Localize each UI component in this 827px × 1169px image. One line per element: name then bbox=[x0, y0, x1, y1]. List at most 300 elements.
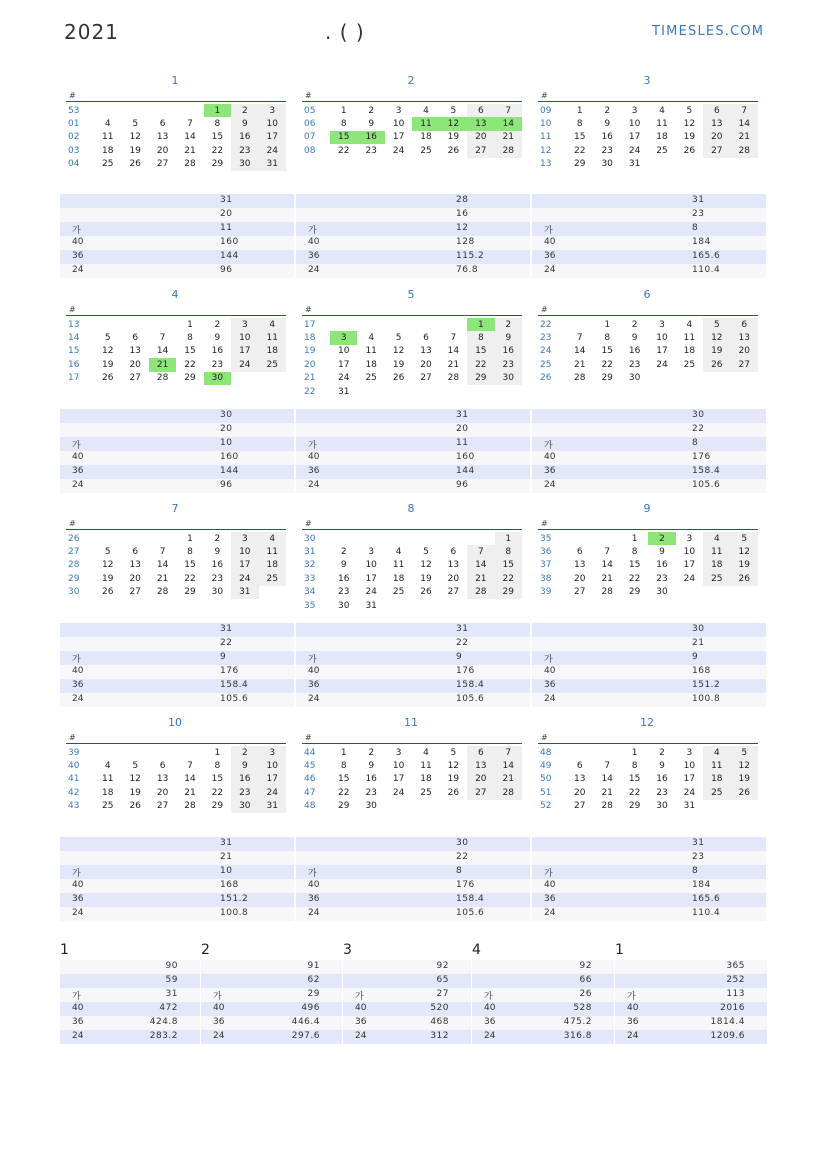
day-cell[interactable]: 9 bbox=[368, 119, 375, 130]
day-cell[interactable]: 25 bbox=[703, 786, 730, 799]
day-cell[interactable]: 21 bbox=[495, 131, 522, 144]
day-cell[interactable]: 23 bbox=[231, 144, 258, 157]
day-cell[interactable]: 29 bbox=[338, 801, 350, 812]
day-cell[interactable]: 19 bbox=[447, 774, 460, 785]
day-cell[interactable]: 20 bbox=[467, 773, 494, 786]
day-cell[interactable]: 3 bbox=[330, 331, 357, 344]
day-cell[interactable]: 17 bbox=[392, 774, 405, 785]
day-cell[interactable]: 7 bbox=[450, 333, 457, 344]
day-cell[interactable]: 4 bbox=[686, 319, 693, 330]
day-cell[interactable]: 9 bbox=[604, 119, 611, 130]
day-cell[interactable]: 7 bbox=[576, 333, 583, 344]
day-cell[interactable]: 21 bbox=[156, 573, 169, 584]
day-cell[interactable]: 27 bbox=[467, 144, 494, 157]
day-cell[interactable]: 22 bbox=[467, 358, 494, 371]
day-cell[interactable]: 24 bbox=[231, 358, 258, 371]
day-cell[interactable]: 24 bbox=[231, 572, 258, 585]
day-cell[interactable]: 30 bbox=[495, 372, 522, 385]
day-cell[interactable]: 23 bbox=[338, 587, 350, 598]
day-cell[interactable]: 24 bbox=[259, 144, 286, 157]
day-cell[interactable]: 18 bbox=[365, 359, 377, 370]
day-cell[interactable]: 21 bbox=[184, 145, 196, 156]
day-cell[interactable]: 17 bbox=[231, 345, 258, 358]
day-cell[interactable]: 19 bbox=[420, 573, 432, 584]
day-cell[interactable]: 20 bbox=[156, 787, 169, 798]
day-cell[interactable]: 9 bbox=[495, 331, 522, 344]
day-cell[interactable]: 17 bbox=[259, 131, 286, 144]
day-cell[interactable]: 16 bbox=[211, 560, 224, 571]
day-cell[interactable]: 3 bbox=[631, 105, 638, 116]
day-cell[interactable]: 4 bbox=[104, 761, 111, 772]
day-cell[interactable]: 31 bbox=[338, 386, 350, 397]
day-cell[interactable]: 11 bbox=[703, 545, 730, 558]
day-cell[interactable]: 25 bbox=[656, 145, 668, 156]
day-cell[interactable]: 26 bbox=[731, 786, 758, 799]
day-cell[interactable]: 9 bbox=[231, 759, 258, 772]
day-cell[interactable]: 30 bbox=[601, 159, 613, 170]
day-cell[interactable]: 18 bbox=[102, 145, 114, 156]
day-cell[interactable]: 25 bbox=[703, 572, 730, 585]
day-cell[interactable]: 23 bbox=[495, 358, 522, 371]
day-cell[interactable]: 17 bbox=[231, 559, 258, 572]
day-cell[interactable]: 25 bbox=[365, 373, 377, 384]
day-cell[interactable]: 15 bbox=[495, 559, 522, 572]
day-cell[interactable]: 30 bbox=[211, 587, 224, 598]
day-cell[interactable]: 14 bbox=[184, 774, 196, 785]
day-cell[interactable]: 19 bbox=[703, 345, 730, 358]
day-cell[interactable]: 31 bbox=[259, 158, 286, 171]
day-cell[interactable]: 13 bbox=[156, 132, 169, 143]
day-cell[interactable]: 15 bbox=[574, 132, 586, 143]
day-cell[interactable]: 2 bbox=[231, 104, 258, 117]
day-cell[interactable]: 27 bbox=[574, 801, 586, 812]
day-cell[interactable]: 16 bbox=[656, 774, 668, 785]
day-cell[interactable]: 8 bbox=[631, 547, 638, 558]
day-cell[interactable]: 7 bbox=[495, 746, 522, 759]
day-cell[interactable]: 13 bbox=[703, 117, 730, 130]
day-cell[interactable]: 21 bbox=[184, 787, 196, 798]
day-cell[interactable]: 2 bbox=[631, 319, 638, 330]
day-cell[interactable]: 23 bbox=[365, 787, 377, 798]
day-cell[interactable]: 31 bbox=[628, 159, 641, 170]
day-cell[interactable]: 23 bbox=[656, 573, 668, 584]
day-cell[interactable]: 7 bbox=[187, 119, 193, 130]
day-cell[interactable]: 11 bbox=[420, 761, 432, 772]
day-cell[interactable]: 12 bbox=[683, 119, 696, 130]
day-cell[interactable]: 13 bbox=[129, 560, 141, 571]
day-cell[interactable]: 9 bbox=[231, 117, 258, 130]
day-cell[interactable]: 5 bbox=[395, 333, 402, 344]
day-cell[interactable]: 26 bbox=[129, 801, 141, 812]
day-cell[interactable]: 11 bbox=[365, 346, 377, 357]
day-cell[interactable]: 4 bbox=[104, 119, 111, 130]
day-cell[interactable]: 17 bbox=[656, 346, 668, 357]
day-cell[interactable]: 25 bbox=[392, 587, 405, 598]
day-cell[interactable]: 17 bbox=[628, 132, 641, 143]
day-cell[interactable]: 13 bbox=[156, 774, 169, 785]
day-cell[interactable]: 29 bbox=[495, 586, 522, 599]
day-cell[interactable]: 29 bbox=[574, 159, 586, 170]
day-cell[interactable]: 27 bbox=[467, 786, 494, 799]
day-cell[interactable]: 10 bbox=[231, 545, 258, 558]
day-cell[interactable]: 14 bbox=[495, 759, 522, 772]
day-cell[interactable]: 27 bbox=[156, 801, 169, 812]
day-cell[interactable]: 1 bbox=[340, 747, 347, 758]
day-cell[interactable]: 14 bbox=[574, 346, 586, 357]
day-cell[interactable]: 30 bbox=[365, 801, 377, 812]
day-cell[interactable]: 16 bbox=[231, 773, 258, 786]
day-cell[interactable]: 3 bbox=[368, 547, 375, 558]
day-cell[interactable]: 25 bbox=[420, 145, 432, 156]
day-cell[interactable]: 27 bbox=[731, 358, 758, 371]
day-cell[interactable]: 6 bbox=[731, 318, 758, 331]
day-cell[interactable]: 14 bbox=[447, 346, 460, 357]
day-cell[interactable]: 3 bbox=[231, 318, 258, 331]
day-cell[interactable]: 24 bbox=[259, 786, 286, 799]
day-cell[interactable]: 18 bbox=[683, 346, 696, 357]
day-cell[interactable]: 29 bbox=[628, 587, 641, 598]
day-cell[interactable]: 11 bbox=[259, 331, 286, 344]
day-cell[interactable]: 30 bbox=[231, 800, 258, 813]
day-cell[interactable]: 1 bbox=[187, 319, 193, 330]
day-cell[interactable]: 9 bbox=[214, 333, 221, 344]
day-cell[interactable]: 22 bbox=[628, 573, 641, 584]
day-cell[interactable]: 21 bbox=[467, 572, 494, 585]
day-cell[interactable]: 6 bbox=[159, 119, 166, 130]
day-cell[interactable]: 11 bbox=[683, 333, 696, 344]
day-cell[interactable]: 10 bbox=[628, 119, 641, 130]
day-cell[interactable]: 12 bbox=[703, 331, 730, 344]
day-cell[interactable]: 23 bbox=[365, 145, 377, 156]
day-cell[interactable]: 18 bbox=[703, 559, 730, 572]
day-cell[interactable]: 16 bbox=[495, 345, 522, 358]
day-cell[interactable]: 1 bbox=[187, 533, 193, 544]
day-cell[interactable]: 6 bbox=[467, 104, 494, 117]
day-cell[interactable]: 12 bbox=[420, 560, 432, 571]
day-cell[interactable]: 9 bbox=[214, 547, 221, 558]
day-cell[interactable]: 3 bbox=[659, 319, 665, 330]
day-cell[interactable]: 9 bbox=[340, 560, 347, 571]
day-cell[interactable]: 11 bbox=[392, 560, 405, 571]
day-cell[interactable]: 14 bbox=[184, 132, 196, 143]
day-cell[interactable]: 6 bbox=[703, 104, 730, 117]
day-cell[interactable]: 2 bbox=[231, 746, 258, 759]
day-cell[interactable]: 17 bbox=[392, 132, 405, 143]
day-cell[interactable]: 18 bbox=[420, 132, 432, 143]
day-cell[interactable]: 1 bbox=[204, 104, 231, 117]
day-cell[interactable]: 17 bbox=[259, 773, 286, 786]
day-cell[interactable]: 18 bbox=[392, 573, 405, 584]
day-cell[interactable]: 16 bbox=[601, 132, 613, 143]
day-cell[interactable]: 27 bbox=[703, 144, 730, 157]
day-cell[interactable]: 19 bbox=[683, 132, 696, 143]
day-cell[interactable]: 28 bbox=[156, 587, 169, 598]
day-cell[interactable]: 26 bbox=[447, 787, 460, 798]
day-cell[interactable]: 2 bbox=[368, 105, 375, 116]
day-cell[interactable]: 10 bbox=[365, 560, 377, 571]
day-cell[interactable]: 30 bbox=[628, 373, 641, 384]
day-cell[interactable]: 5 bbox=[731, 532, 758, 545]
day-cell[interactable]: 7 bbox=[604, 761, 611, 772]
day-cell[interactable]: 7 bbox=[731, 104, 758, 117]
day-cell[interactable]: 27 bbox=[129, 373, 141, 384]
day-cell[interactable]: 30 bbox=[656, 801, 668, 812]
day-cell[interactable]: 4 bbox=[395, 547, 402, 558]
day-cell[interactable]: 21 bbox=[495, 773, 522, 786]
day-cell[interactable]: 16 bbox=[628, 346, 641, 357]
day-cell[interactable]: 26 bbox=[703, 358, 730, 371]
day-cell[interactable]: 10 bbox=[392, 119, 405, 130]
day-cell[interactable]: 14 bbox=[601, 560, 613, 571]
day-cell[interactable]: 27 bbox=[129, 587, 141, 598]
day-cell[interactable]: 19 bbox=[447, 132, 460, 143]
day-cell[interactable]: 6 bbox=[576, 761, 583, 772]
day-cell[interactable]: 4 bbox=[259, 318, 286, 331]
day-cell[interactable]: 13 bbox=[420, 346, 432, 357]
day-cell[interactable]: 4 bbox=[659, 105, 665, 116]
day-cell[interactable]: 16 bbox=[211, 346, 224, 357]
day-cell[interactable]: 20 bbox=[731, 345, 758, 358]
day-cell[interactable]: 27 bbox=[574, 587, 586, 598]
day-cell[interactable]: 3 bbox=[686, 747, 693, 758]
day-cell[interactable]: 12 bbox=[731, 545, 758, 558]
day-cell[interactable]: 4 bbox=[703, 746, 730, 759]
day-cell[interactable]: 25 bbox=[683, 359, 696, 370]
day-cell[interactable]: 9 bbox=[631, 333, 638, 344]
day-cell[interactable]: 22 bbox=[184, 359, 196, 370]
day-cell[interactable]: 25 bbox=[102, 159, 114, 170]
day-cell[interactable]: 24 bbox=[628, 145, 641, 156]
day-cell[interactable]: 5 bbox=[132, 761, 139, 772]
day-cell[interactable]: 20 bbox=[574, 573, 586, 584]
day-cell[interactable]: 29 bbox=[184, 373, 196, 384]
day-cell[interactable]: 28 bbox=[601, 587, 613, 598]
day-cell[interactable]: 13 bbox=[129, 346, 141, 357]
day-cell[interactable]: 20 bbox=[574, 787, 586, 798]
day-cell[interactable]: 28 bbox=[156, 373, 169, 384]
day-cell[interactable]: 13 bbox=[574, 774, 586, 785]
day-cell[interactable]: 26 bbox=[420, 587, 432, 598]
day-cell[interactable]: 14 bbox=[601, 774, 613, 785]
day-cell[interactable]: 31 bbox=[259, 800, 286, 813]
day-cell[interactable]: 1 bbox=[467, 318, 494, 331]
day-cell[interactable]: 9 bbox=[368, 761, 375, 772]
day-cell[interactable]: 31 bbox=[683, 801, 696, 812]
day-cell[interactable]: 3 bbox=[395, 105, 402, 116]
day-cell[interactable]: 2 bbox=[659, 747, 665, 758]
day-cell[interactable]: 25 bbox=[259, 358, 286, 371]
day-cell[interactable]: 4 bbox=[423, 105, 429, 116]
day-cell[interactable]: 25 bbox=[259, 572, 286, 585]
day-cell[interactable]: 24 bbox=[392, 787, 405, 798]
day-cell[interactable]: 5 bbox=[104, 333, 111, 344]
day-cell[interactable]: 24 bbox=[656, 359, 668, 370]
day-cell[interactable]: 6 bbox=[467, 746, 494, 759]
day-cell[interactable]: 14 bbox=[731, 117, 758, 130]
day-cell[interactable]: 16 bbox=[656, 560, 668, 571]
day-cell[interactable]: 19 bbox=[129, 145, 141, 156]
day-cell[interactable]: 23 bbox=[601, 145, 613, 156]
day-cell[interactable]: 10 bbox=[259, 759, 286, 772]
day-cell[interactable]: 4 bbox=[259, 532, 286, 545]
day-cell[interactable]: 17 bbox=[683, 560, 696, 571]
day-cell[interactable]: 26 bbox=[683, 145, 696, 156]
day-cell[interactable]: 31 bbox=[231, 586, 258, 599]
day-cell[interactable]: 7 bbox=[467, 545, 494, 558]
day-cell[interactable]: 2 bbox=[648, 532, 675, 545]
day-cell[interactable]: 14 bbox=[156, 560, 169, 571]
day-cell[interactable]: 11 bbox=[102, 132, 114, 143]
day-cell[interactable]: 21 bbox=[601, 787, 613, 798]
day-cell[interactable]: 1 bbox=[604, 319, 611, 330]
day-cell[interactable]: 21 bbox=[731, 131, 758, 144]
day-cell[interactable]: 26 bbox=[129, 159, 141, 170]
day-cell[interactable]: 14 bbox=[467, 559, 494, 572]
day-cell[interactable]: 10 bbox=[259, 117, 286, 130]
day-cell[interactable]: 29 bbox=[184, 587, 196, 598]
day-cell[interactable]: 20 bbox=[703, 131, 730, 144]
day-cell[interactable]: 13 bbox=[447, 560, 460, 571]
day-cell[interactable]: 8 bbox=[604, 333, 611, 344]
day-cell[interactable]: 16 bbox=[231, 131, 258, 144]
day-cell[interactable]: 6 bbox=[423, 333, 429, 344]
day-cell[interactable]: 10 bbox=[231, 331, 258, 344]
day-cell[interactable]: 17 bbox=[683, 774, 696, 785]
day-cell[interactable]: 17 bbox=[365, 573, 377, 584]
day-cell[interactable]: 2 bbox=[214, 319, 221, 330]
day-cell[interactable]: 25 bbox=[102, 801, 114, 812]
day-cell[interactable]: 21 bbox=[601, 573, 613, 584]
day-cell[interactable]: 27 bbox=[420, 373, 432, 384]
day-cell[interactable]: 26 bbox=[102, 373, 114, 384]
day-cell[interactable]: 28 bbox=[731, 144, 758, 157]
day-cell[interactable]: 18 bbox=[259, 345, 286, 358]
day-cell[interactable]: 26 bbox=[731, 572, 758, 585]
day-cell[interactable]: 12 bbox=[129, 132, 141, 143]
day-cell[interactable]: 23 bbox=[211, 573, 224, 584]
day-cell[interactable]: 3 bbox=[395, 747, 402, 758]
day-cell[interactable]: 10 bbox=[683, 761, 696, 772]
day-cell[interactable]: 7 bbox=[159, 333, 166, 344]
day-cell[interactable]: 12 bbox=[440, 117, 467, 130]
day-cell[interactable]: 6 bbox=[132, 333, 139, 344]
day-cell[interactable]: 15 bbox=[184, 346, 196, 357]
day-cell[interactable]: 1 bbox=[631, 533, 638, 544]
day-cell[interactable]: 22 bbox=[211, 145, 224, 156]
day-cell[interactable]: 30 bbox=[338, 600, 350, 611]
day-cell[interactable]: 15 bbox=[211, 132, 224, 143]
day-cell[interactable]: 19 bbox=[102, 573, 114, 584]
day-cell[interactable]: 1 bbox=[576, 105, 583, 116]
day-cell[interactable]: 11 bbox=[703, 759, 730, 772]
day-cell[interactable]: 19 bbox=[102, 359, 114, 370]
day-cell[interactable]: 12 bbox=[731, 759, 758, 772]
day-cell[interactable]: 5 bbox=[731, 746, 758, 759]
day-cell[interactable]: 5 bbox=[132, 119, 139, 130]
day-cell[interactable]: 17 bbox=[338, 359, 350, 370]
day-cell[interactable]: 8 bbox=[340, 761, 347, 772]
day-cell[interactable]: 12 bbox=[129, 774, 141, 785]
day-cell[interactable]: 10 bbox=[392, 761, 405, 772]
day-cell[interactable]: 22 bbox=[628, 787, 641, 798]
day-cell[interactable]: 20 bbox=[156, 145, 169, 156]
day-cell[interactable]: 20 bbox=[129, 359, 141, 370]
day-cell[interactable]: 5 bbox=[703, 318, 730, 331]
day-cell[interactable]: 21 bbox=[447, 359, 460, 370]
day-cell[interactable]: 30 bbox=[231, 158, 258, 171]
day-cell[interactable]: 8 bbox=[187, 547, 193, 558]
day-cell[interactable]: 23 bbox=[211, 359, 224, 370]
day-cell[interactable]: 13 bbox=[731, 331, 758, 344]
day-cell[interactable]: 5 bbox=[450, 747, 457, 758]
day-cell[interactable]: 3 bbox=[259, 104, 286, 117]
day-cell[interactable]: 15 bbox=[467, 345, 494, 358]
day-cell[interactable]: 23 bbox=[656, 787, 668, 798]
day-cell[interactable]: 15 bbox=[628, 774, 641, 785]
day-cell[interactable]: 10 bbox=[683, 547, 696, 558]
day-cell[interactable]: 8 bbox=[187, 333, 193, 344]
day-cell[interactable]: 15 bbox=[338, 774, 350, 785]
day-cell[interactable]: 1 bbox=[214, 747, 221, 758]
day-cell[interactable]: 11 bbox=[412, 117, 439, 130]
day-cell[interactable]: 28 bbox=[184, 801, 196, 812]
day-cell[interactable]: 3 bbox=[686, 533, 693, 544]
day-cell[interactable]: 12 bbox=[447, 761, 460, 772]
day-cell[interactable]: 19 bbox=[731, 773, 758, 786]
day-cell[interactable]: 6 bbox=[132, 547, 139, 558]
day-cell[interactable]: 3 bbox=[259, 746, 286, 759]
day-cell[interactable]: 22 bbox=[338, 787, 350, 798]
day-cell[interactable]: 6 bbox=[450, 547, 457, 558]
day-cell[interactable]: 1 bbox=[631, 747, 638, 758]
day-cell[interactable]: 20 bbox=[420, 359, 432, 370]
day-cell[interactable]: 9 bbox=[659, 547, 665, 558]
day-cell[interactable]: 14 bbox=[495, 117, 522, 130]
day-cell[interactable]: 28 bbox=[495, 144, 522, 157]
day-cell[interactable]: 31 bbox=[365, 600, 377, 611]
day-cell[interactable]: 11 bbox=[656, 119, 668, 130]
day-cell[interactable]: 29 bbox=[628, 801, 641, 812]
day-cell[interactable]: 4 bbox=[368, 333, 375, 344]
day-cell[interactable]: 7 bbox=[159, 547, 166, 558]
day-cell[interactable]: 2 bbox=[214, 533, 221, 544]
day-cell[interactable]: 1 bbox=[340, 105, 347, 116]
day-cell[interactable]: 28 bbox=[574, 373, 586, 384]
day-cell[interactable]: 16 bbox=[365, 774, 377, 785]
day-cell[interactable]: 30 bbox=[204, 372, 231, 385]
day-cell[interactable]: 20 bbox=[129, 573, 141, 584]
day-cell[interactable]: 7 bbox=[187, 761, 193, 772]
day-cell[interactable]: 28 bbox=[447, 373, 460, 384]
day-cell[interactable]: 21 bbox=[149, 358, 176, 371]
day-cell[interactable]: 5 bbox=[686, 105, 693, 116]
day-cell[interactable]: 4 bbox=[423, 747, 429, 758]
day-cell[interactable]: 8 bbox=[340, 119, 347, 130]
day-cell[interactable]: 26 bbox=[447, 145, 460, 156]
day-cell[interactable]: 11 bbox=[102, 774, 114, 785]
day-cell[interactable]: 5 bbox=[423, 547, 429, 558]
day-cell[interactable]: 29 bbox=[211, 801, 224, 812]
day-cell[interactable]: 25 bbox=[420, 787, 432, 798]
day-cell[interactable]: 28 bbox=[495, 786, 522, 799]
day-cell[interactable]: 8 bbox=[631, 761, 638, 772]
day-cell[interactable]: 23 bbox=[628, 359, 641, 370]
day-cell[interactable]: 11 bbox=[259, 545, 286, 558]
day-cell[interactable]: 29 bbox=[211, 159, 224, 170]
day-cell[interactable]: 15 bbox=[330, 131, 357, 144]
day-cell[interactable]: 28 bbox=[601, 801, 613, 812]
day-cell[interactable]: 18 bbox=[420, 774, 432, 785]
